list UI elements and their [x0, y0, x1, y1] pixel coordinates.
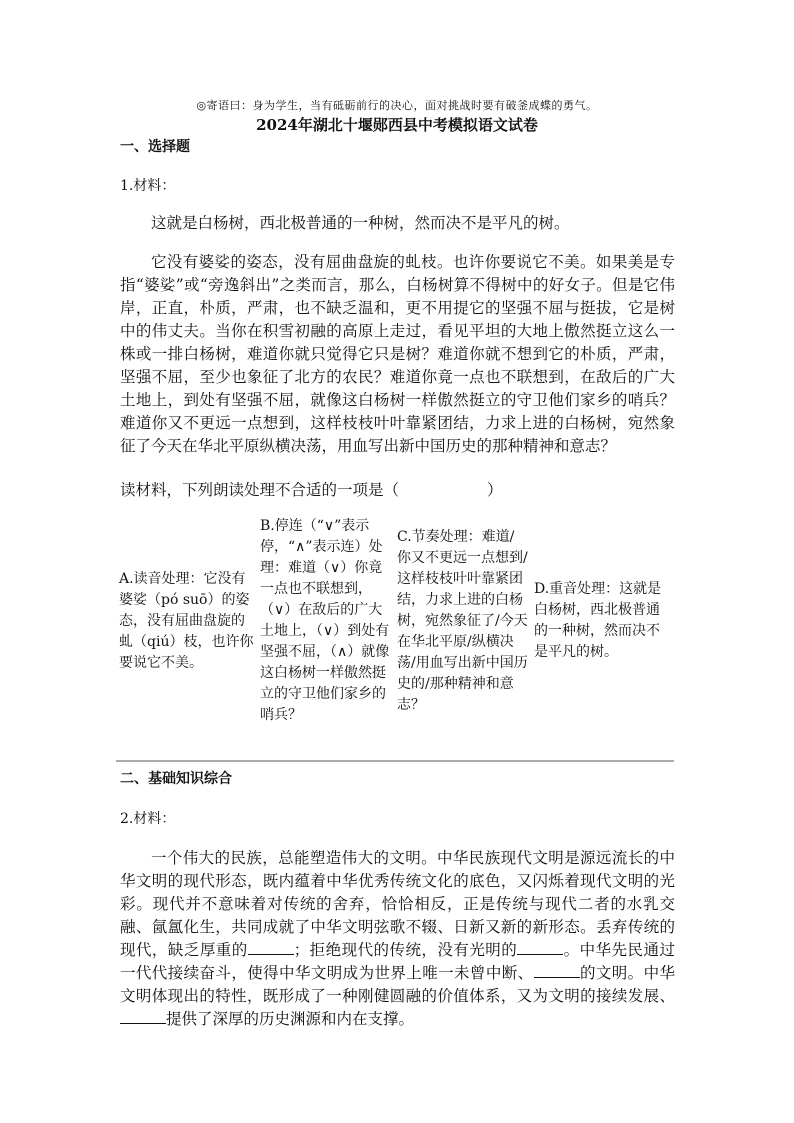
question-1-number: 1.材料：: [120, 178, 176, 194]
q2-material-para: [120, 847, 675, 1031]
q1-material-para-2: 它没有婆娑的姿态，没有屈曲盘旋的虬枝。也许你要说它不美。如果美是专指“婆娑”或“旁逸斜出”之类而言，那么，白杨树算不得树中的好女子。但是它伟岸，正直，朴质，严肃，也不缺乏温和，更不用提它的坚强不屈与挺拔，它是树中的伟丈夫。当你在积雪初融的高原上走过，看见平坦的大地上傲然挺立这么一株或一排白杨树，难道你就只觉得它只是树？难道你就不想到它的朴质，严肃，坚强不屈，至少也象征了北方的农民？难道你竟一点也不联想到，在敌后的广大土地上，到处有坚强不屈，就像这白杨树一样傲然挺立的守卫他们家乡的哨兵？难道你又不更远一点想到，这样枝枝叶叶靠紧团结，力求上进的白杨树，宛然象征了今天在华北平原纵横决荡，用血写出新中国历史的那种精神和意志？: [120, 253, 675, 455]
q2-blank-2[interactable]: [517, 940, 563, 955]
option-c[interactable]: C.节奏处理：难道/你又不更远一点想到/这样枝枝叶叶靠紧团结，力求上进的白杨树，宛然象征了/今天在华北平原/纵横决荡/用血写出新中国历史的/那种精神和意志？: [397, 528, 528, 713]
q2-text-part-3: 。中华先民通过一代代接续奋斗，使得中华文明成为世界上唯一未曾中断、: [120, 941, 675, 982]
q2-text-part-4: 的文明。中华文明体现出的特性，既形成了一种刚健圆融的价值体系，又为文明的接续发展、: [120, 964, 675, 1005]
q2-blank-3[interactable]: [534, 963, 580, 978]
motto-line: ◎寄语曰：身为学生，当有砥砺前行的决心，面对挑战时要有破釜成蝶的勇气。: [196, 99, 598, 112]
q1-material-para-1: 这就是白杨树，西北极普通的一种树，然而决不是平凡的树。: [151, 214, 570, 232]
section-heading-choice: 一、选择题: [120, 139, 190, 155]
exam-title: 2024年湖北十堰郧西县中考模拟语文试卷: [256, 116, 538, 134]
q1-prompt: [120, 478, 503, 500]
q1-options-table: [116, 514, 669, 728]
section-heading-basics: 二、基础知识综合: [120, 771, 232, 787]
q2-text-part-2: ；拒绝现代的传统，没有光明的: [293, 941, 518, 959]
q2-blank-4[interactable]: [120, 1009, 166, 1024]
q2-text-part-5: 提供了深厚的历史渊源和内在支撑。: [166, 1010, 415, 1028]
option-b[interactable]: B.停连（“∨”表示停，“∧”表示连）处理：难道（∨）你竟一点也不联想到，（∨）在敌后的广大土地上，（∨）到处有坚强不屈，（∧）就像这白杨树一样傲然挺立的守卫他们家乡的哨兵？: [260, 518, 390, 723]
section-divider: [116, 760, 674, 762]
q2-blank-1[interactable]: [248, 940, 294, 955]
option-d[interactable]: D.重音处理：这就是白杨树，西北极普通的一种树，然而决不是平凡的树。: [534, 581, 662, 660]
option-a[interactable]: A.读音处理：它没有婆娑（pó suō）的姿态，没有屈曲盘旋的虬（qiú）枝，也许你要说它不美。: [119, 570, 254, 671]
q1-prompt-close: ）: [487, 481, 503, 499]
q1-prompt-text: 读材料，下列朗读处理不合适的一项是（: [120, 481, 400, 499]
question-2-number: 2.材料：: [120, 811, 176, 827]
q2-text-part-1: 一个伟大的民族，总能塑造伟大的文明。中华民族现代文明是源远流长的中华文明的现代形态，既内蕴着中华优秀传统文化的底色，又闪烁着现代文明的光彩。现代并不意味着对传统的舍弃，恰恰相反，正是传统与现代二者的水乳交融、氤氲化生，共同成就了中华文明弦歌不辍、日新又新的新形态。丢弃传统的现代，缺乏厚重的: [120, 849, 675, 959]
